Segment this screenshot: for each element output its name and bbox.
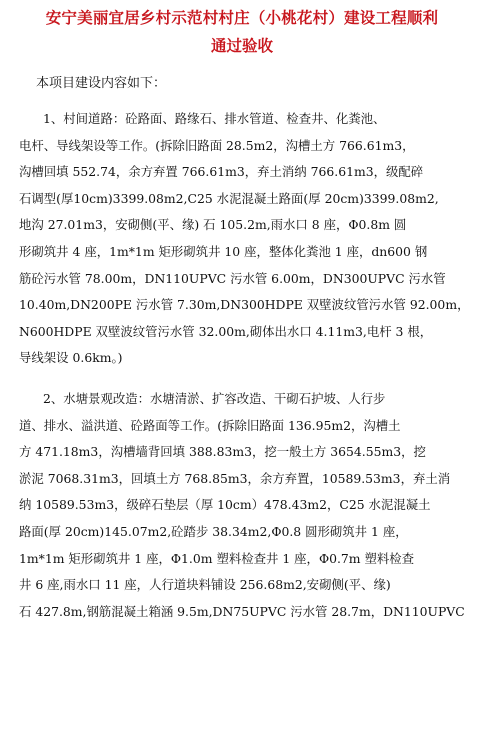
paragraph-line: 电杆、导线架设等工作。(拆除旧路面 28.5m2，沟槽土方 766.61m3， bbox=[19, 137, 415, 153]
paragraph-line: 筋砼污水管 78.00m，DN110UPVC 污水管 6.00m，DN300UPVC 污水管 bbox=[19, 270, 446, 286]
paragraph-line: 沟槽回填 552.74，余方弃置 766.61m3，弃土消纳 766.61m3，级配碎 bbox=[19, 164, 424, 180]
paragraph-line: 井 6 座,雨水口 11 座，人行道块料铺设 256.68m2,安砌侧(平、缘) bbox=[19, 577, 391, 593]
paragraph-line: N600HDPE 双壁波纹管污水管 32.00m,砌体出水口 4.11m3,电杆 3 根， bbox=[19, 323, 433, 339]
paragraph-line: 导线架设 0.6km。) bbox=[19, 350, 123, 366]
intro-text: 本项目建设内容如下： bbox=[36, 76, 167, 91]
paragraph-line: 10.40m,DN200PE 污水管 7.30m,DN300HDPE 双壁波纹管污水管 92.00m， bbox=[19, 297, 470, 313]
paragraph-line: 2、水塘景观改造：水塘清淤、扩容改造、干砌石护坡、人行步 bbox=[43, 390, 386, 406]
paragraph-line: 形砌筑井 4 座，1m*1m 矩形砌筑井 10 座，整体化粪池 1 座，dn600 钢 bbox=[19, 243, 428, 259]
paragraph-village-roads bbox=[19, 106, 480, 372]
title-line-2: 通过验收 bbox=[210, 37, 273, 55]
paragraph-line: 1、村间道路：砼路面、路缘石、排水管道、检查井、化粪池、 bbox=[43, 111, 386, 126]
paragraph-line: 方 471.18m3，沟槽墙背回填 388.83m3，挖一般土方 3654.55m3，挖 bbox=[19, 444, 426, 460]
paragraph-pond-landscape bbox=[19, 386, 480, 625]
paragraph-line: 1m*1m 矩形砌筑井 1 座，Φ1.0m 塑料检查井 1 座，Φ0.7m 塑料检查 bbox=[19, 550, 415, 566]
paragraph-line: 石调型(厚10cm)3399.08m2,C25 水泥混凝土路面(厚 20cm)3399.08m2, bbox=[19, 190, 439, 206]
paragraph-line: 纳 10589.53m3，级碎石垫层（厚 10cm）478.43m2，C25 水泥混凝土 bbox=[19, 497, 431, 513]
paragraph-line: 淤泥 7068.31m3，回填土方 768.85m3，余方弃置，10589.53m3，弃土消 bbox=[19, 470, 451, 486]
paragraph-line: 石 427.8m,钢筋混凝土箱涵 9.5m,DN75UPVC 污水管 28.7m，DN110UPVC bbox=[19, 603, 465, 619]
paragraph-line: 道、排水、溢洪道、砼路面等工作。(拆除旧路面 136.95m2，沟槽土 bbox=[19, 417, 401, 433]
paragraph-line: 地沟 27.01m3，安砌侧(平、缘) 石 105.2m,雨水口 8 座，Φ0.8m 圆 bbox=[19, 217, 407, 233]
page-title bbox=[0, 4, 484, 60]
paragraph-line: 路面(厚 20cm)145.07m2,砼踏步 38.34m2,Φ0.8 圆形砌筑井 1 座， bbox=[19, 523, 408, 539]
title-line-1: 安宁美丽宜居乡村示范村村庄（小桃花村）建设工程顺利 bbox=[45, 9, 439, 27]
